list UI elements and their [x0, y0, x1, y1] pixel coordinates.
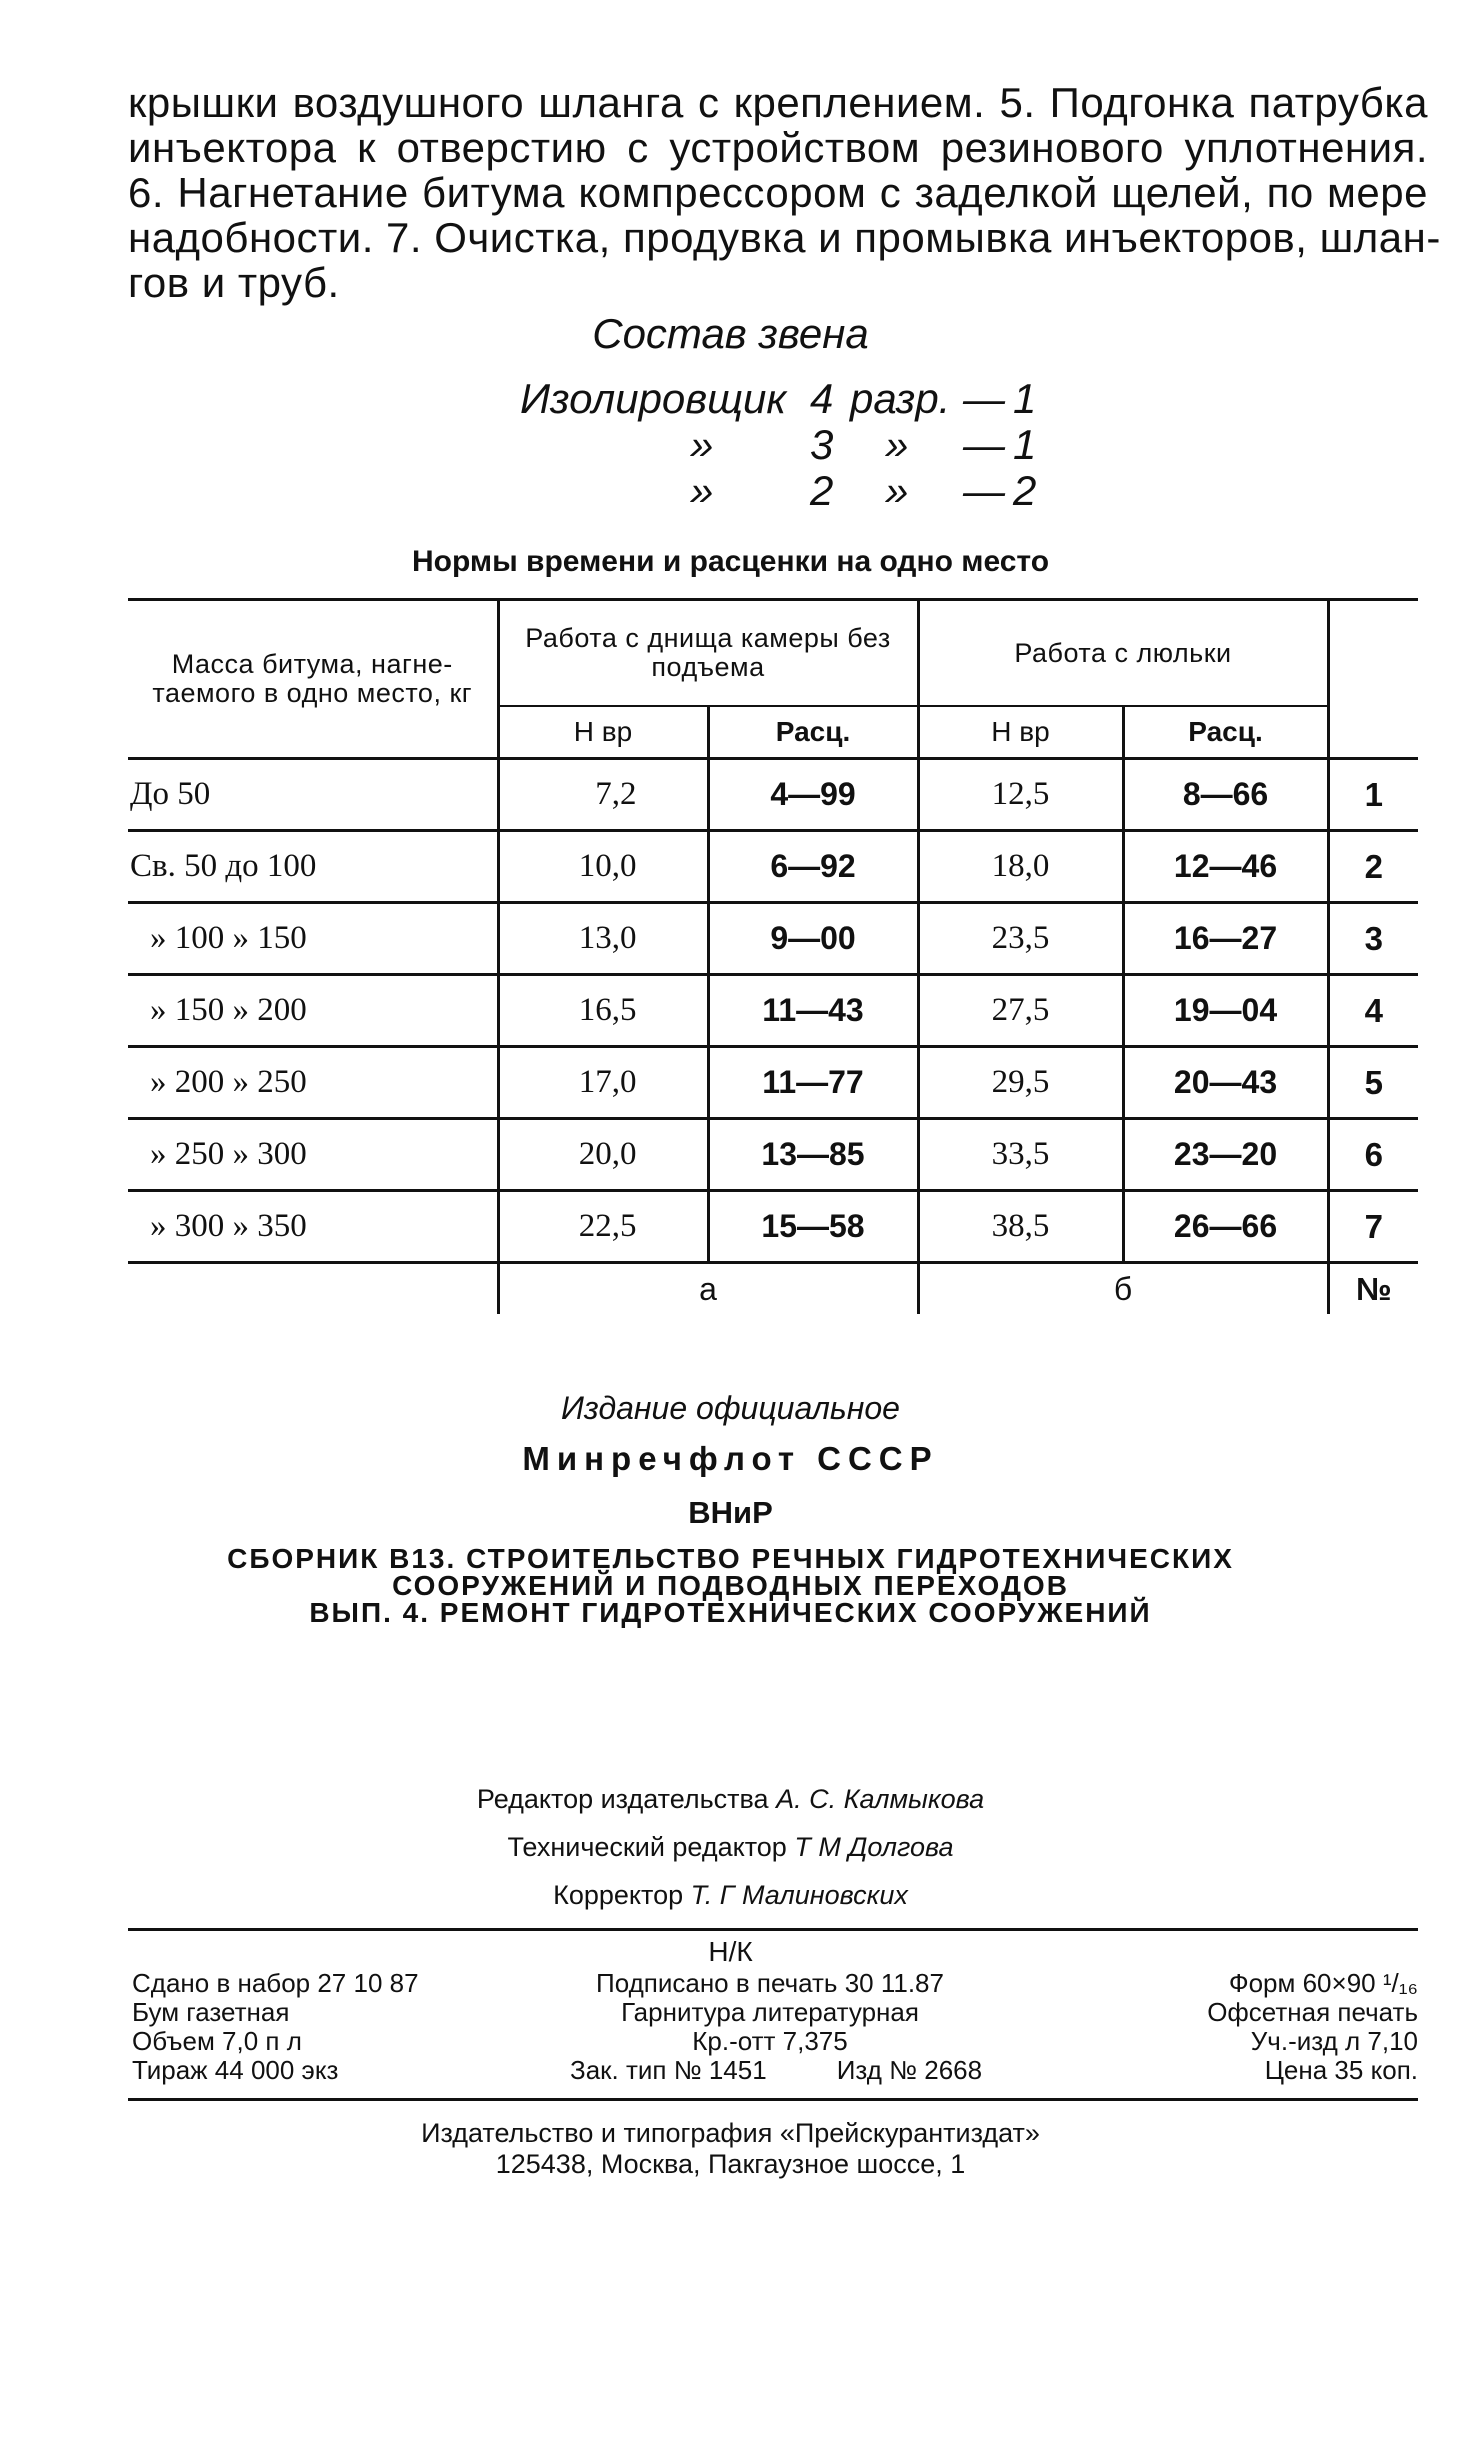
intro-line: крышки воздушного шланга с креплением. 5. Подгонка патрубка [128, 79, 1428, 126]
header-number [1328, 600, 1418, 759]
credits [0, 1775, 1461, 1919]
cell-mass: » 200 » 250 [128, 1047, 498, 1119]
divider-top [128, 1928, 1418, 1931]
crew-count: 1 [1013, 421, 1037, 468]
table-row [128, 759, 1418, 831]
cell-a-rate: 6—92 [708, 831, 918, 903]
cell-a-rate: 15—58 [708, 1191, 918, 1263]
table-row [128, 1191, 1418, 1263]
cell-a-norm: 17,0 [498, 1047, 708, 1119]
cell-mass: До 50 [128, 759, 498, 831]
crew-dash: — [963, 467, 1005, 514]
credit-tech-editor: Технический редактор Т М Долгова [507, 1832, 954, 1862]
crew-count: 2 [1013, 467, 1037, 514]
cell-mass: » 250 » 300 [128, 1119, 498, 1191]
crew-grade-word: разр. [850, 375, 951, 422]
header-group-a: Работа с днища камеры без подъема [498, 600, 918, 707]
cell-b-rate: 20—43 [1123, 1047, 1328, 1119]
table-row [128, 975, 1418, 1047]
output-left: Сдано в набор 27 10 87 Бум газетная Объем 7,0 п л Тираж 44 000 экз [132, 1968, 419, 2085]
footer-label-a: а [498, 1263, 918, 1315]
cell-a-rate: 9—00 [708, 903, 918, 975]
collection-title [0, 1545, 1461, 1626]
crew-title: Состав звена [592, 310, 869, 357]
crew-grade-word: » [885, 421, 909, 468]
header-a-rate: Расц. [708, 706, 918, 759]
collection-line: СООРУЖЕНИЙ И ПОДВОДНЫХ ПЕРЕХОДОВ [392, 1570, 1069, 1601]
cell-mass: Св. 50 до 100 [128, 831, 498, 903]
crew-name: Изолировщик [520, 375, 787, 422]
table-row [128, 1119, 1418, 1191]
output-right: Форм 60×90 ¹/₁₆ Офсетная печать Уч.-изд л 7,10 Цена 35 коп. [1207, 1968, 1418, 2085]
crew-row [520, 375, 1080, 421]
cell-a-norm: 7,2 [498, 759, 708, 831]
table-footer-row [128, 1263, 1418, 1315]
header-a-norm: Н вр [498, 706, 708, 759]
vnir-label: ВНиР [688, 1495, 773, 1530]
cell-b-rate: 8—66 [1123, 759, 1328, 831]
footer-number-sign: № [1328, 1263, 1418, 1315]
crew-row [520, 467, 1080, 513]
footer-empty [128, 1263, 498, 1315]
credit-editor: Редактор издательства А. С. Калмыкова [476, 1784, 985, 1814]
ministry-name: Минречфлот СССР [522, 1440, 939, 1477]
cell-a-norm: 22,5 [498, 1191, 708, 1263]
intro-line: инъектора к отверстию с устройством резинового уплотнения. [128, 124, 1428, 171]
crew-dash: — [963, 421, 1005, 468]
cell-b-norm: 12,5 [918, 759, 1123, 831]
crew-grade: 2 [810, 467, 834, 514]
crew-dash: — [963, 375, 1005, 422]
cell-mass: » 100 » 150 [128, 903, 498, 975]
cell-a-norm: 13,0 [498, 903, 708, 975]
table-row [128, 903, 1418, 975]
header-group-b: Работа с люльки [918, 600, 1328, 707]
collection-line: СБОРНИК В13. СТРОИТЕЛЬСТВО РЕЧНЫХ ГИДРОТЕХНИЧЕСКИХ [227, 1543, 1234, 1574]
intro-paragraph [128, 79, 1441, 306]
output-middle: Подписано в печать 30 11.87 Гарнитура литературная Кр.-отт 7,375 Зак. тип № 1451 Изд № 2668 [570, 1968, 983, 2085]
cell-mass: » 300 » 350 [128, 1191, 498, 1263]
cell-row-number: 4 [1328, 975, 1418, 1047]
crew-row [520, 421, 1080, 467]
intro-line: 6. Нагнетание битума компрессором с заделкой щелей, по мере [128, 169, 1428, 216]
crew-count: 1 [1013, 375, 1037, 422]
cell-b-rate: 23—20 [1123, 1119, 1328, 1191]
cell-mass: » 150 » 200 [128, 975, 498, 1047]
header-b-norm: Н вр [918, 706, 1123, 759]
table-row [128, 831, 1418, 903]
footer-label-b: б [918, 1263, 1328, 1315]
cell-a-rate: 11—77 [708, 1047, 918, 1119]
cell-b-norm: 18,0 [918, 831, 1123, 903]
cell-b-norm: 27,5 [918, 975, 1123, 1047]
cell-row-number: 6 [1328, 1119, 1418, 1191]
cell-row-number: 3 [1328, 903, 1418, 975]
cell-b-rate: 26—66 [1123, 1191, 1328, 1263]
intro-line: надобности. 7. Очистка, продувка и промывка инъекторов, шлан- [128, 214, 1441, 261]
crew-grade-word: » [885, 467, 909, 514]
official-edition: Издание официальное [561, 1390, 900, 1426]
header-b-rate: Расц. [1123, 706, 1328, 759]
intro-line: гов и труб. [128, 259, 340, 306]
collection-line: ВЫП. 4. РЕМОНТ ГИДРОТЕХНИЧЕСКИХ СООРУЖЕНИЙ [309, 1597, 1152, 1628]
table-row [128, 1047, 1418, 1119]
divider-bottom [128, 2098, 1418, 2101]
crew-list [520, 375, 1080, 513]
cell-a-norm: 20,0 [498, 1119, 708, 1191]
cell-a-rate: 13—85 [708, 1119, 918, 1191]
publishing-house: Издательство и типография «Прейскурантиздат» 125438, Москва, Пакгаузное шоссе, 1 [421, 2118, 1040, 2179]
cell-row-number: 2 [1328, 831, 1418, 903]
cell-b-norm: 29,5 [918, 1047, 1123, 1119]
crew-grade: 3 [810, 421, 834, 468]
crew-name: » [690, 421, 714, 468]
norms-table [128, 598, 1418, 1314]
cell-a-norm: 10,0 [498, 831, 708, 903]
cell-b-norm: 38,5 [918, 1191, 1123, 1263]
cell-b-norm: 33,5 [918, 1119, 1123, 1191]
cell-a-rate: 4—99 [708, 759, 918, 831]
table-caption: Нормы времени и расценки на одно место [411, 545, 1050, 578]
cell-b-rate: 12—46 [1123, 831, 1328, 903]
cell-row-number: 1 [1328, 759, 1418, 831]
header-mass: Масса битума, нагне-таемого в одно место, кг [128, 600, 498, 759]
nk-label: Н/К [708, 1936, 753, 1967]
cell-b-rate: 16—27 [1123, 903, 1328, 975]
cell-row-number: 5 [1328, 1047, 1418, 1119]
crew-name: » [690, 467, 714, 514]
crew-grade: 4 [810, 375, 834, 422]
credit-corrector: Корректор Т. Г Малиновских [553, 1880, 908, 1910]
cell-b-norm: 23,5 [918, 903, 1123, 975]
cell-row-number: 7 [1328, 1191, 1418, 1263]
cell-a-norm: 16,5 [498, 975, 708, 1047]
cell-b-rate: 19—04 [1123, 975, 1328, 1047]
cell-a-rate: 11—43 [708, 975, 918, 1047]
